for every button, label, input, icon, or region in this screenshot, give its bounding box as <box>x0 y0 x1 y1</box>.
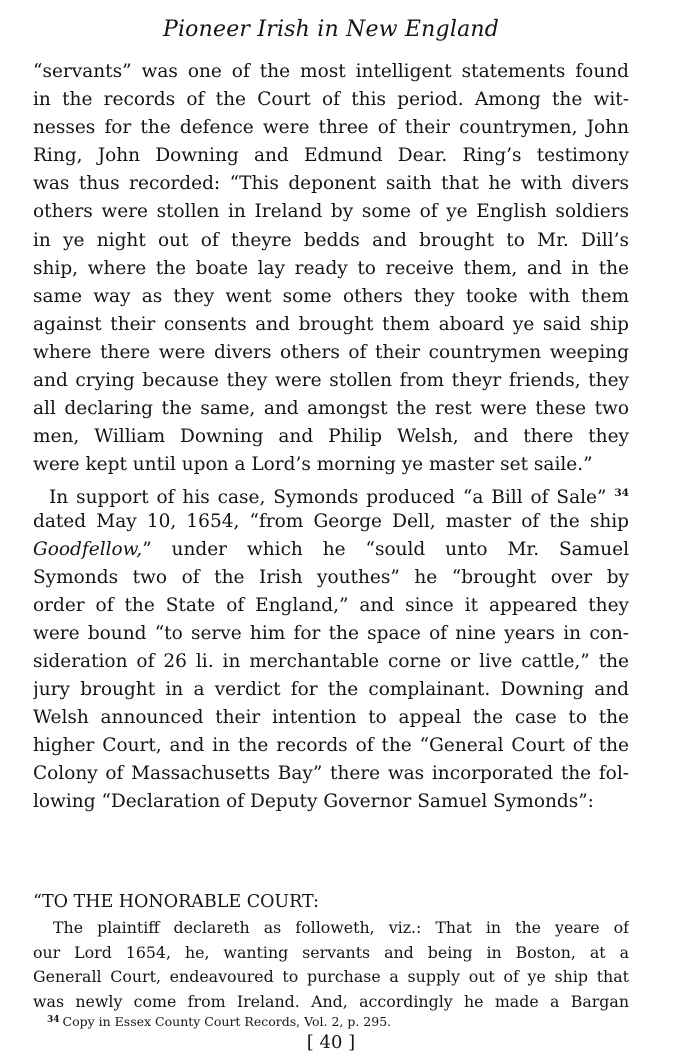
text-line: was thus recorded: “This deponent saith that he with divers <box>33 173 629 195</box>
text-line: where there were divers others of their countrymen weeping <box>33 341 629 363</box>
text-line: and crying because they were stollen from theyr friends, they <box>33 370 629 392</box>
body-text <box>33 58 629 817</box>
page-number: [ 40 ] <box>306 1032 356 1053</box>
footnote-marker: 34 <box>614 487 629 500</box>
text-line <box>33 536 629 564</box>
text-line: order of the State of England,” and since it appeared they <box>33 594 629 616</box>
text-line: men, William Downing and Philip Welsh, and there they <box>33 426 629 448</box>
quote-line: our Lord 1654, he, wanting servants and being in Boston, at a <box>33 942 629 962</box>
text-line: were bound “to serve him for the space of nine years in con- <box>33 622 629 644</box>
quote-line: was newly come from Ireland. And, accordingly he made a Bargan <box>33 991 629 1011</box>
text-line: same way as they went some others they tooke with them <box>33 285 629 307</box>
text-line: in the records of the Court of this period. Among the wit- <box>33 89 629 111</box>
footnote <box>47 1010 391 1032</box>
text-line: Colony of Massachusetts Bay” there was incorporated the fol- <box>33 763 629 785</box>
quote-line: Generall Court, endeavoured to purchase a supply out of ye ship that <box>33 967 629 986</box>
text-line: higher Court, and in the records of the “General Court of the <box>33 735 629 757</box>
quote-heading: “TO THE HONORABLE COURT: <box>33 892 319 912</box>
text-line: dated May 10, 1654, “from George Dell, master of the ship <box>33 510 629 532</box>
text-line <box>33 479 629 507</box>
footnote-text: Copy in Essex County Court Records, Vol. 2, p. 295. <box>62 1014 392 1029</box>
text-line: jury brought in a verdict for the complainant. Downing and <box>33 679 629 701</box>
text-line: others were stollen in Ireland by some of ye English soldiers <box>33 201 629 223</box>
quote-line: The plaintiff declareth as followeth, viz.: That in the yeare of <box>53 918 629 937</box>
book-page <box>33 10 629 1053</box>
text-line: ship, where the boate lay ready to receive them, and in the <box>33 257 629 279</box>
text-line: all declaring the same, and amongst the rest were these two <box>33 398 629 420</box>
text-line: “servants” was one of the most intelligent statements found <box>33 61 629 82</box>
footnote-number: 34 <box>47 1015 60 1025</box>
text-line: Symonds two of the Irish youthes” he “brought over by <box>33 566 629 588</box>
text-line: against their consents and brought them aboard ye said ship <box>33 313 629 335</box>
text-line: nesses for the defence were three of their countrymen, John <box>33 117 629 139</box>
text-line: lowing “Declaration of Deputy Governor Samuel Symonds”: <box>33 791 594 813</box>
line-text: In support of his case, Symonds produced “a Bill of Sale” <box>49 487 607 508</box>
text-line: sideration of 26 li. in merchantable corne or live cattle,” the <box>33 650 629 672</box>
text-line: were kept until upon a Lord’s morning ye master set saile.” <box>33 454 593 476</box>
text-line: Ring, John Downing and Edmund Dear. Ring’s testimony <box>33 145 629 167</box>
ship-name: Goodfellow, <box>33 538 143 560</box>
text-line: in ye night out of theyre bedds and brought to Mr. Dill’s <box>33 229 629 251</box>
quoted-declaration <box>33 916 629 1014</box>
line-text: ” under which he “sould unto Mr. Samuel <box>142 538 629 560</box>
running-head: Pioneer Irish in New England <box>162 17 500 42</box>
text-line: Welsh announced their intention to appeal the case to the <box>33 707 629 729</box>
